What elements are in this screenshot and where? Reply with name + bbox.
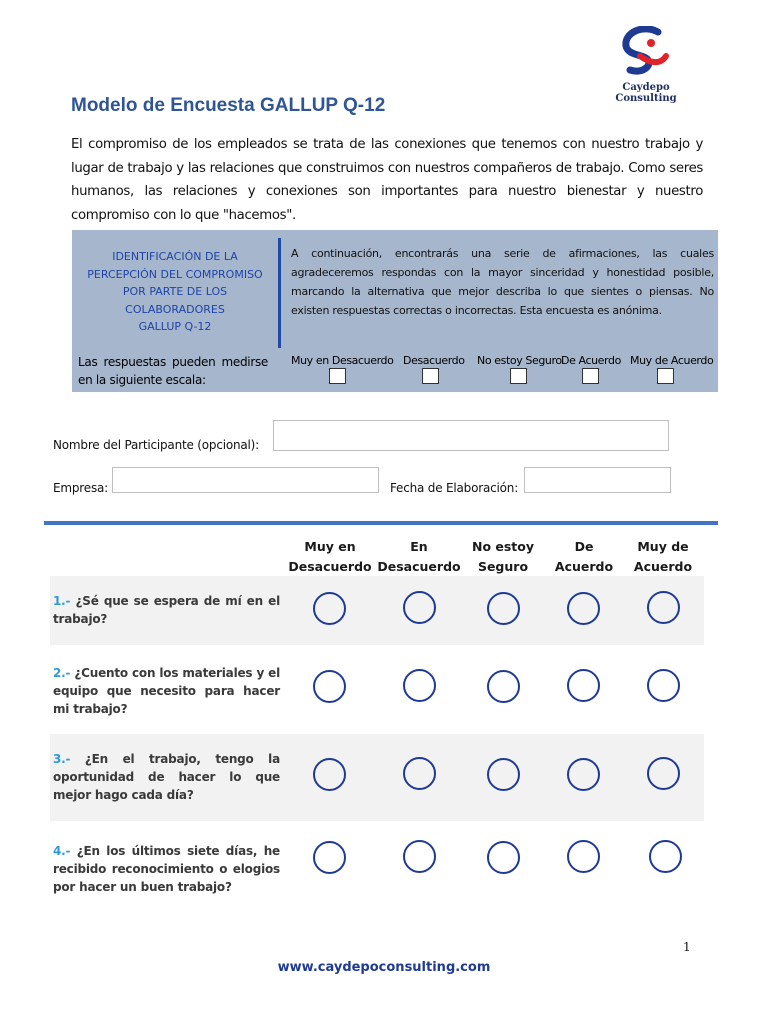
question-text <box>53 842 280 896</box>
scale-option-label: Muy de Acuerdo <box>630 354 714 367</box>
logo-text: Caydepo Consulting <box>615 82 677 104</box>
question-label: ¿En los últimos siete días, he recibido reconocimiento o elogios por hacer un buen trabajo? <box>53 844 280 894</box>
question-text <box>53 592 280 628</box>
column-header <box>377 537 461 576</box>
scale-option-label: De Acuerdo <box>561 354 621 367</box>
company-label: Empresa: <box>53 481 108 495</box>
column-header-line: Acuerdo <box>554 558 614 574</box>
question-row <box>50 821 704 909</box>
website-link[interactable]: www.caydepoconsulting.com <box>277 960 491 975</box>
scale-label: Las respuestas pueden medirse en la siguiente escala: <box>78 355 268 387</box>
question-number: 4.- <box>53 844 71 858</box>
scale-checkbox[interactable] <box>422 368 439 384</box>
radio-option[interactable] <box>647 591 680 624</box>
section-divider <box>44 521 718 525</box>
caydepo-logo-icon <box>618 26 674 80</box>
radio-option[interactable] <box>403 669 436 702</box>
scale-option-label: Muy en Desacuerdo <box>291 354 394 367</box>
participant-label: Nombre del Participante (opcional): <box>53 438 260 452</box>
radio-option[interactable] <box>403 840 436 873</box>
radio-option[interactable] <box>487 670 520 703</box>
radio-option[interactable] <box>567 669 600 702</box>
radio-option[interactable] <box>487 841 520 874</box>
panel-heading-line: COLABORADORES <box>125 302 225 316</box>
radio-option[interactable] <box>313 670 346 703</box>
radio-option[interactable] <box>567 758 600 791</box>
scale-option-label: No estoy Seguro <box>477 354 562 367</box>
radio-option[interactable] <box>313 841 346 874</box>
column-header-line: Muy en <box>304 539 356 554</box>
column-header-line: De <box>574 539 594 554</box>
column-header <box>461 537 545 576</box>
column-header <box>621 537 705 576</box>
column-header-line: Desacuerdo <box>288 558 372 574</box>
scale-option-label: Desacuerdo <box>403 354 465 367</box>
scale-checkbox[interactable] <box>657 368 674 384</box>
question-number: 2.- <box>53 666 71 680</box>
company-input[interactable] <box>112 467 379 493</box>
panel-heading-line: POR PARTE DE LOS <box>122 285 228 298</box>
panel-heading <box>78 248 272 336</box>
scale-checkbox[interactable] <box>582 368 599 384</box>
question-number: 1.- <box>53 594 71 608</box>
panel-heading-line: GALLUP Q-12 <box>138 320 212 333</box>
panel-heading-line: IDENTIFICACIÓN DE LA <box>112 250 238 263</box>
radio-option[interactable] <box>403 757 436 790</box>
question-row <box>50 645 704 734</box>
date-label: Fecha de Elaboración: <box>390 481 519 495</box>
panel-heading-line: PERCEPCIÓN DEL COMPROMISO <box>87 267 263 281</box>
column-header-line: En <box>410 539 428 554</box>
scale-checkbox[interactable] <box>329 368 346 384</box>
intro-paragraph: El compromiso de los empleados se trata de las conexiones que tenemos con nuestro trabajo y lugar de trabajo y las relaciones que construimos con nuestros compañeros de trabajo. Como seres humanos, las relaciones y conexiones son importantes para nuestro bienestar y nuestro compromiso con lo que "hacemos". <box>71 137 703 223</box>
radio-option[interactable] <box>487 758 520 791</box>
question-label: ¿En el trabajo, tengo la oportunidad de hacer lo que mejor hago cada día? <box>53 752 280 802</box>
question-row <box>50 734 704 821</box>
question-row <box>50 576 704 645</box>
radio-option[interactable] <box>567 592 600 625</box>
panel-divider <box>278 238 281 348</box>
company-logo <box>596 26 696 104</box>
column-header-line: Acuerdo <box>633 558 693 574</box>
radio-option[interactable] <box>647 757 680 790</box>
radio-option[interactable] <box>649 840 682 873</box>
date-input[interactable] <box>524 467 671 493</box>
scale-checkbox[interactable] <box>510 368 527 384</box>
participant-name-input[interactable] <box>273 420 669 451</box>
column-header-line: No estoy <box>471 539 535 554</box>
radio-option[interactable] <box>647 669 680 702</box>
column-header-line: Seguro <box>477 558 529 574</box>
question-text <box>53 664 280 718</box>
question-label: ¿Sé que se espera de mí en el trabajo? <box>53 594 280 626</box>
document-title: Modelo de Encuesta GALLUP Q-12 <box>71 95 386 116</box>
page-number: 1 <box>683 940 691 954</box>
radio-option[interactable] <box>487 592 520 625</box>
question-label: ¿Cuento con los materiales y el equipo que necesito para hacer mi trabajo? <box>53 666 280 716</box>
instructions-panel <box>72 230 718 392</box>
column-header-line: Muy de <box>637 539 689 554</box>
panel-instructions: A continuación, encontrarás una serie de afirmaciones, las cuales agradeceremos respondas con la mayor sinceridad y honestidad posible, marcando la alternativa que mejor describa lo que sientes o piensas. No existen respuestas correctas o incorrectas. Esta encuesta es anónima. <box>291 247 714 317</box>
column-header <box>542 537 626 576</box>
column-header <box>288 537 372 576</box>
radio-option[interactable] <box>313 592 346 625</box>
column-header-line: Desacuerdo <box>377 558 461 574</box>
question-text <box>53 750 280 804</box>
question-number: 3.- <box>53 752 71 766</box>
radio-option[interactable] <box>313 758 346 791</box>
radio-option[interactable] <box>403 591 436 624</box>
radio-option[interactable] <box>567 840 600 873</box>
